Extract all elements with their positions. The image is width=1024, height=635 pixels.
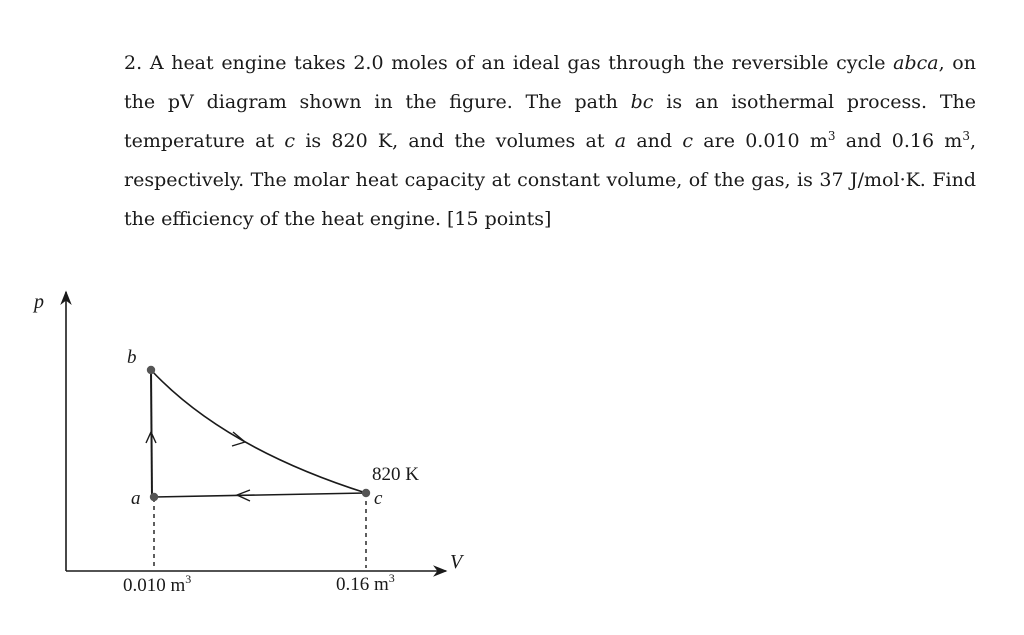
temperature-label: 820 K [372,464,419,485]
p-axis-label: p [34,291,44,313]
problem-text-5: and [636,130,673,152]
point-c-ref-2: c [682,130,694,152]
point-a [150,493,158,501]
exponent-2: 3 [962,129,970,143]
problem-text-3: is an isothermal process. The temperature at [124,91,976,152]
path-bc [151,370,366,493]
volume-c-label: 0.16 $m^3$ [336,571,395,595]
problem-number: 2. [124,52,143,74]
point-a-label: a [131,488,141,509]
problem-text-8: , respectively. The molar heat capacity at constant volume, of the gas, is 37 J/mol·K. Find the efficiency of the heat engine. [15 points] [124,130,977,230]
point-b-label: b [127,347,137,368]
problem-text-6: are 0.010 m [703,130,828,152]
problem-text-2: , on the pV diagram shown in the figure. The path [124,52,976,113]
point-c [362,489,370,497]
exponent-1: 3 [827,129,836,143]
v-axis-label: V [450,551,463,573]
problem-text-7: and 0.16 m [845,130,963,152]
point-a-ref: a [614,130,627,152]
cycle-name: abca [893,52,939,74]
problem-text-4: is 820 K, and the volumes at [305,130,605,152]
problem-text-1: A heat engine takes 2.0 moles of an ideal gas through the reversible cycle [149,52,886,74]
path-name: bc [630,91,654,113]
path-ca [154,493,366,497]
volume-a-label: 0.010 $m^3$ [123,572,192,596]
point-c-ref: c [284,130,296,152]
point-c-label: c [374,488,383,509]
point-b [147,366,155,374]
